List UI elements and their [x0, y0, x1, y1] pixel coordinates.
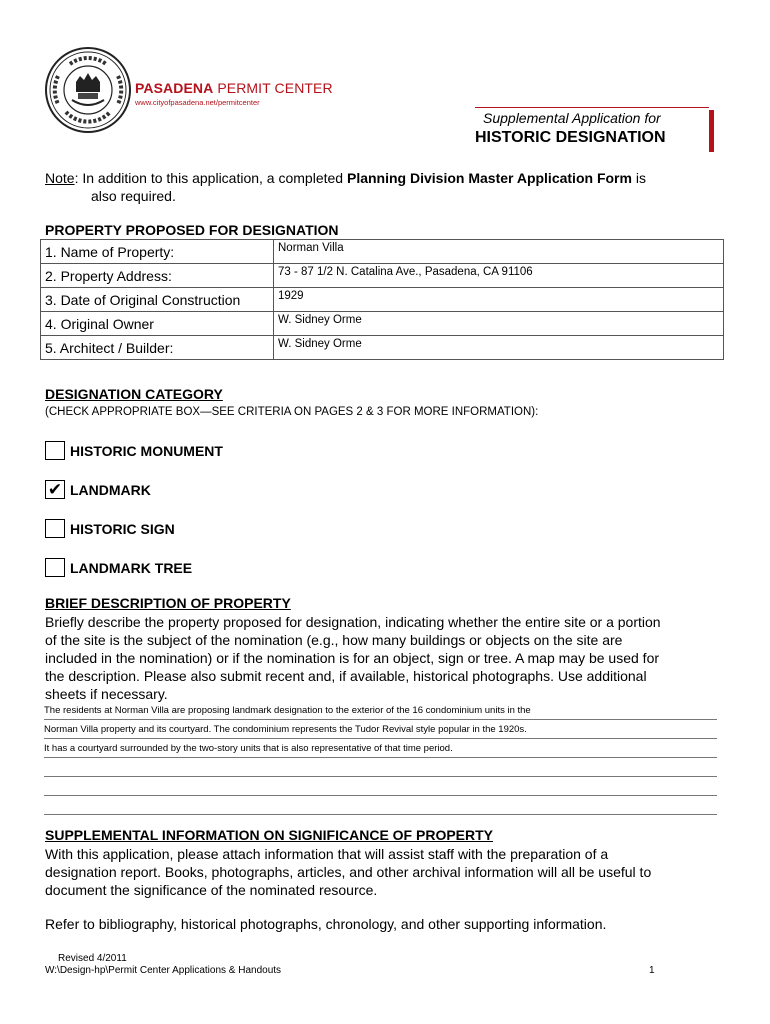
- note-text-a: : In addition to this application, a completed: [74, 170, 347, 186]
- supplemental-caption: Supplemental Application for: [483, 110, 661, 126]
- title-accent-bar: [709, 110, 714, 152]
- designation-instructions: (CHECK APPROPRIATE BOX—SEE CRITERIA ON PAGES 2 & 3 FOR MORE INFORMATION):: [45, 406, 539, 418]
- property-row: [41, 312, 724, 336]
- org-url-link[interactable]: www.cityofpasadena.net/permitcenter: [135, 98, 260, 107]
- property-name-field[interactable]: Norman Villa: [274, 240, 724, 264]
- option-historic-monument: [45, 441, 223, 460]
- answer-line[interactable]: It has a courtyard surrounded by the two-story units that is also representative of that time period.: [44, 739, 717, 758]
- property-label: 1. Name of Property:: [41, 240, 274, 264]
- option-label: HISTORIC MONUMENT: [70, 442, 223, 459]
- paragraph-line: sheets if necessary.: [45, 686, 168, 702]
- note-text-b: is: [631, 170, 646, 186]
- paragraph-line: designation report. Books, photographs, articles, and other archival information will all be useful to: [45, 864, 652, 880]
- property-label: 5. Architect / Builder:: [41, 336, 274, 360]
- option-landmark-tree: [45, 558, 192, 577]
- property-heading: PROPERTY PROPOSED FOR DESIGNATION: [45, 222, 339, 238]
- org-name-bold: PASADENA: [135, 80, 214, 96]
- supplemental-info-heading: SUPPLEMENTAL INFORMATION ON SIGNIFICANCE OF PROPERTY: [45, 827, 494, 843]
- option-label: LANDMARK: [70, 481, 151, 498]
- original-owner-field[interactable]: W. Sidney Orme: [274, 312, 724, 336]
- landmark-checkbox[interactable]: ✔: [45, 480, 65, 499]
- answer-line[interactable]: [44, 758, 717, 777]
- option-historic-sign: [45, 519, 175, 538]
- answer-line[interactable]: Norman Villa property and its courtyard. The condominium represents the Tudor Revival style popular in the 1920s.: [44, 720, 717, 739]
- property-label: 3. Date of Original Construction: [41, 288, 274, 312]
- refer-text: Refer to bibliography, historical photographs, chronology, and other supporting information.: [45, 916, 607, 932]
- property-label: 4. Original Owner: [41, 312, 274, 336]
- answer-line[interactable]: [44, 796, 717, 815]
- answer-line[interactable]: [44, 777, 717, 796]
- revised-date: Revised 4/2011: [58, 953, 127, 964]
- option-label: HISTORIC SIGN: [70, 520, 175, 537]
- note-label: Note: [45, 170, 75, 186]
- answer-line[interactable]: The residents at Norman Villa are proposing landmark designation to the exterior of the 16 condominium units in the: [44, 701, 717, 720]
- paragraph-line: the description. Please also submit recent and, if available, historical photographs. Use additional: [45, 668, 647, 684]
- property-row: [41, 336, 724, 360]
- historic-sign-checkbox[interactable]: [45, 519, 65, 538]
- designation-heading: DESIGNATION CATEGORY: [45, 386, 223, 402]
- construction-date-field[interactable]: 1929: [274, 288, 724, 312]
- property-address-field[interactable]: 73 - 87 1/2 N. Catalina Ave., Pasadena, CA 91106: [274, 264, 724, 288]
- city-seal-icon: [44, 46, 132, 134]
- brief-description-text: [45, 613, 725, 703]
- paragraph-line: Briefly describe the property proposed for designation, indicating whether the entire site or a portion: [45, 614, 661, 630]
- header-rule: [475, 107, 709, 108]
- property-table: [40, 239, 724, 360]
- note-line-2: also required.: [91, 188, 176, 204]
- property-row: [41, 240, 724, 264]
- landmark-tree-checkbox[interactable]: [45, 558, 65, 577]
- paragraph-line: of the site is the subject of the nomination (e.g., how many buildings or objects on the site are: [45, 632, 623, 648]
- note-form-name: Planning Division Master Application Form: [346, 170, 632, 186]
- option-landmark: [45, 480, 151, 499]
- supplemental-info-text: [45, 845, 725, 899]
- property-row: [41, 288, 724, 312]
- paragraph-line: With this application, please attach information that will assist staff with the preparation of a: [45, 846, 609, 862]
- paragraph-line: document the significance of the nominated resource.: [45, 882, 378, 898]
- org-name: [135, 80, 333, 96]
- paragraph-line: included in the nomination) or if the nomination is for an object, sign or tree. A map may be used for: [45, 650, 660, 666]
- description-answer-field[interactable]: [44, 701, 717, 815]
- form-title: HISTORIC DESIGNATION: [475, 129, 666, 146]
- file-path: W:\Design-hp\Permit Center Applications & Handouts: [45, 965, 282, 976]
- option-label: LANDMARK TREE: [70, 559, 193, 576]
- architect-builder-field[interactable]: W. Sidney Orme: [274, 336, 724, 360]
- org-name-rest: PERMIT CENTER: [213, 80, 333, 96]
- page-number: 1: [649, 965, 655, 976]
- note-block: [45, 169, 705, 205]
- historic-monument-checkbox[interactable]: [45, 441, 65, 460]
- property-label: 2. Property Address:: [41, 264, 274, 288]
- brief-description-heading: BRIEF DESCRIPTION OF PROPERTY: [45, 595, 291, 611]
- property-row: [41, 264, 724, 288]
